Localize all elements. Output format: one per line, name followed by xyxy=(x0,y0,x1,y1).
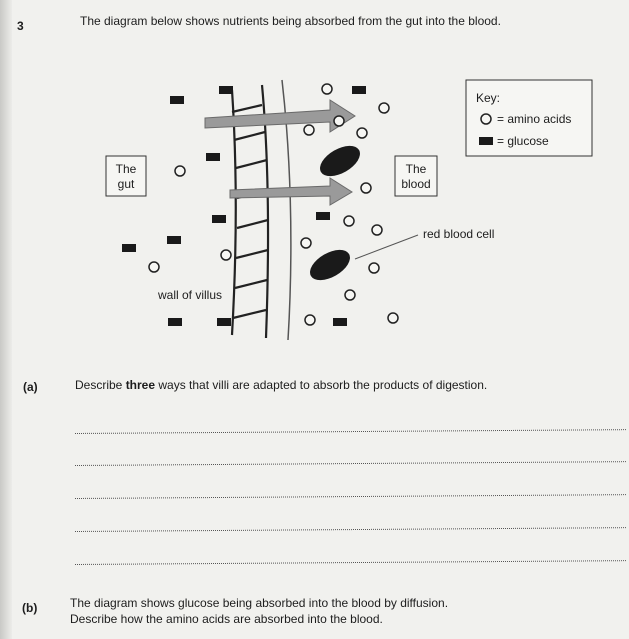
answer-line[interactable] xyxy=(75,429,626,434)
key-glucose-icon xyxy=(479,137,493,145)
key-amino-label: = amino acids xyxy=(497,112,572,126)
blood-label-line1: The xyxy=(405,162,427,176)
part-b-label: (b) xyxy=(22,601,38,615)
part-a-question xyxy=(75,378,487,392)
gut-label-line1: The xyxy=(115,162,137,176)
part-b-line2: Describe how the amino acids are absorbed into the blood. xyxy=(70,612,383,626)
part-a-emphasis: three xyxy=(125,378,156,392)
question-intro: The diagram below shows nutrients being absorbed from the gut into the blood. xyxy=(80,14,501,28)
part-b-line1: The diagram shows glucose being absorbed into the blood by diffusion. xyxy=(70,596,449,610)
part-a-text-end: ways that villi are adapted to absorb the products of digestion. xyxy=(155,378,488,392)
answer-line[interactable] xyxy=(75,494,626,499)
key-glucose-label: = glucose xyxy=(497,134,549,148)
red-blood-cell-label: red blood cell xyxy=(423,227,495,241)
key-amino-icon xyxy=(481,114,491,124)
wall-of-villus-label: wall of villus xyxy=(158,288,223,302)
answer-line[interactable] xyxy=(75,527,626,532)
part-a-text-start: Describe xyxy=(75,378,126,392)
answer-line[interactable] xyxy=(75,461,626,466)
part-a-label: (a) xyxy=(23,380,38,394)
red-blood-cell xyxy=(315,140,365,183)
answer-line[interactable] xyxy=(75,560,626,565)
arrow-icon xyxy=(205,100,355,132)
blood-label-line2: blood xyxy=(401,177,431,191)
gut-label-line2: gut xyxy=(117,177,135,191)
red-blood-cell xyxy=(305,244,355,287)
question-number: 3 xyxy=(17,19,24,33)
key-title: Key: xyxy=(476,91,501,105)
rbc-label-line xyxy=(355,235,418,259)
